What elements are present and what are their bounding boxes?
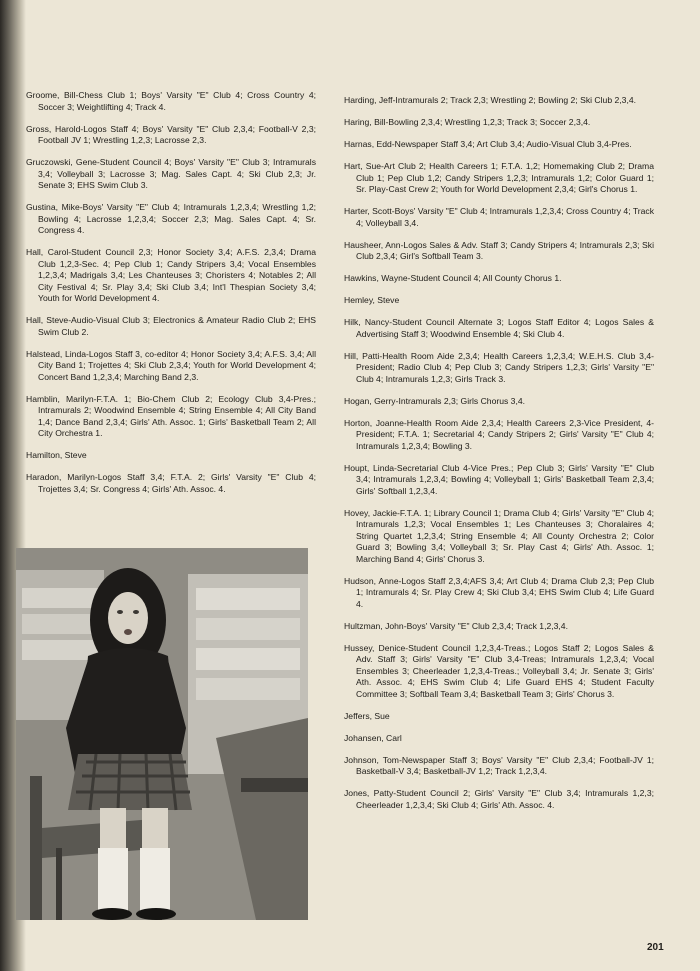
senior-activity-entry: Hemley, Steve [344, 295, 400, 305]
senior-activity-entry: Gruczowski, Gene-Student Council 4; Boys' Varsity "E" Club 3; Intramurals 3,4; Volleyball 3; Lacrosse 3; Mag. Sales Capt. 4; Ski Club 2,3; Jr. Senate 3; EHS Swim Club 3. [26, 157, 316, 190]
senior-activity-entry: Hilk, Nancy-Student Council Alternate 3; Logos Staff Editor 4; Logos Sales & Advertising Staff 3; Woodwind Ensemble 4; Ski Club 4. [344, 317, 654, 339]
photo-illustration [16, 548, 308, 920]
senior-activity-entry: Hall, Carol-Student Council 2,3; Honor Society 3,4; A.F.S. 2,3,4; Drama Club 1,2,3-Sec. 4; Pep Club 1; Candy Stripers 3,4; Vocal Ensembles 1,2,3,4; Madrigals 3,4; Les Chanteuses 3; Choristers 4; Notables 2; All City Festival 4; Sr. Play 3,4; Ski Club 3,4; Int'l Thespian Society 3,4; Youth for World Development 4. [26, 247, 316, 303]
senior-activity-entry: Hogan, Gerry-Intramurals 2,3; Girls Chorus 3,4. [344, 395, 526, 406]
senior-activity-entry: Johnson, Tom-Newspaper Staff 3; Boys' Varsity "E" Club 2,3,4; Football-JV 1; Basketball-V 3,4; Basketball-JV 1,2; Track 1,2,3,4. [344, 754, 654, 776]
senior-activity-entry: Harding, Jeff-Intramurals 2; Track 2,3; Wrestling 2; Bowling 2; Ski Club 2,3,4. [344, 95, 636, 105]
senior-activity-entry: Hawkins, Wayne-Student Council 4; All County Chorus 1. [344, 273, 562, 283]
senior-activity-entry: Jones, Patty-Student Council 2; Girls' Varsity "E" Club 3,4; Intramurals 1,2,3; Cheerleader 1,2,3,4; Ski Club 4; Girls' Ath. Assoc. 4. [344, 788, 654, 810]
student-photo [16, 548, 308, 920]
senior-activity-entry: Gustina, Mike-Boys' Varsity "E" Club 4; Intramurals 1,2,3,4; Wrestling 1,2; Bowling 4; Lacrosse 1,2,3,4; Soccer 2,3; Mag. Sales Capt. 4; Sr. Congress 4. [26, 202, 316, 235]
senior-activity-entry: Hudson, Anne-Logos Staff 2,3,4;AFS 3,4; Art Club 4; Drama Club 2,3; Pep Club 1; Intramurals 4; Sr. Play Crew 4; Ski Club 3,4; EHS Swim Club 4; Life Guard 4. [344, 575, 654, 609]
senior-activity-entry: Halstead, Linda-Logos Staff 3, co-editor 4; Honor Society 3,4; A.F.S. 3,4; All City Band 1; Trojettes 4; Ski Club 2,3,4; Youth for World Development 4; Concert Band 1,2,3,4; Marching Band 2,3. [26, 348, 316, 382]
left-column [26, 90, 316, 506]
senior-activity-entry: Hovey, Jackie-F.T.A. 1; Library Council 1; Drama Club 4; Girls' Varsity "E" Club 4; Intramurals 1,2,3; Vocal Ensembles 1; Les Chanteuses 3; Choralaires 4; String Quartet 1,2,3,4; String Ensemble 4; All County Orchestra 2; Color Guard 3; Bowling 3,4; Volleyball 3; Sr. Play Cast 4; Girls' Ath. Assoc. 1; Marching Band 4; Girls' Chorus 3. [344, 507, 654, 564]
senior-activity-entry: Hart, Sue-Art Club 2; Health Careers 1; F.T.A. 1,2; Homemaking Club 2; Drama Club 1; Pep Club 1,2; Candy Stripers 1,2,3; Intramurals 1,2; Color Guard 1; Sr. Play-Cast Crew 2; Youth for World Development 2,3,4; Girl's Chorus 1. [344, 161, 654, 194]
senior-activity-entry: Johansen, Carl [344, 732, 402, 743]
senior-activity-entry: Groome, Bill-Chess Club 1; Boys' Varsity "E" Club 4; Cross Country 4; Soccer 3; Weightlifting 4; Track 4. [26, 90, 316, 112]
senior-activity-entry: Horton, Joanne-Health Room Aide 2,3,4; Health Careers 2,3-Vice President, 4-President; F.T.A. 1; Secretarial 4; Candy Stripers 2; Girls' Varsity "E" Club 4; Intramurals 1,2,3,4; Bowling 3. [344, 417, 654, 451]
page-number: 201 [647, 942, 664, 953]
senior-activity-entry: Hultzman, John-Boys' Varsity "E" Club 2,3,4; Track 1,2,3,4. [344, 620, 568, 631]
senior-activity-entry: Jeffers, Sue [344, 710, 390, 721]
right-column [344, 95, 654, 822]
senior-activity-entry: Harter, Scott-Boys' Varsity "E" Club 4; Intramurals 1,2,3,4; Cross Country 4; Track 4; Volleyball 3,4. [344, 206, 654, 228]
senior-activity-entry: Harnas, Edd-Newspaper Staff 3,4; Art Club 3,4; Audio-Visual Club 3,4-Pres. [344, 139, 632, 149]
senior-activity-entry: Hussey, Denice-Student Council 1,2,3,4-Treas.; Logos Staff 2; Logos Sales & Adv. Staff 3; Girls' Varsity "E" Club 3,4-Treas; Intramurals 1,2,3,4; Vocal Ensembles 3; Cheerleader 1,2,3,4-Treas.; Volleyball 3,4; Jr. Senate 3; Girls' Ath. Assoc. 4; EHS Swim Club 4; Life Guard EHS 4; Student Faculty Committee 3; Softball Team 3,4; Basketball Team 3; Girls' Chorus 3. [344, 642, 654, 699]
senior-activity-entry: Hamilton, Steve [26, 450, 87, 460]
senior-activity-entry: Hamblin, Marilyn-F.T.A. 1; Bio-Chem Club 2; Ecology Club 3,4-Pres.; Intramurals 2; Woodwind Ensemble 4; String Ensemble 4; All City Band 1,4; Dance Band 2,3,4; Girls' Ath. Assoc. 1; Girls' Basketball Team 2; All City Orchestra 1. [26, 393, 316, 438]
senior-activity-entry: Haring, Bill-Bowling 2,3,4; Wrestling 1,2,3; Track 3; Soccer 2,3,4. [344, 117, 591, 127]
senior-activity-entry: Gross, Harold-Logos Staff 4; Boys' Varsity "E" Club 2,3,4; Football-V 2,3; Football JV 1; Wrestling 1,2,3; Lacrosse 2,3. [26, 123, 316, 145]
senior-activity-entry: Hill, Patti-Health Room Aide 2,3,4; Health Careers 1,2,3,4; W.E.H.S. Club 3,4-President; Radio Club 4; Pep Club 3; Candy Stripers 1,2,3; Girls' Varsity "E" Club 4; Intramurals 1,2,3; Girls Track 3. [344, 350, 654, 384]
senior-activity-entry: Hall, Steve-Audio-Visual Club 3; Electronics & Amateur Radio Club 2; EHS Swim Club 2. [26, 315, 316, 337]
senior-activity-entry: Houpt, Linda-Secretarial Club 4-Vice Pres.; Pep Club 3; Girls' Varsity "E" Club 3,4; Intramurals 1,2,3,4; Bowling 4; Volleyball 1; Girls' Basketball Team 2,3,4; Girls' Softball 1,2,3,4. [344, 462, 654, 496]
senior-activity-entry: Hausheer, Ann-Logos Sales & Adv. Staff 3; Candy Stripers 4; Intramurals 2,3; Ski Club 2,3,4; Girl's Softball Team 3. [344, 239, 654, 261]
senior-activity-entry: Haradon, Marilyn-Logos Staff 3,4; F.T.A. 2; Girls' Varsity "E" Club 4; Trojettes 3,4; Sr. Congress 4; Girls' Ath. Assoc. 4. [26, 472, 316, 494]
